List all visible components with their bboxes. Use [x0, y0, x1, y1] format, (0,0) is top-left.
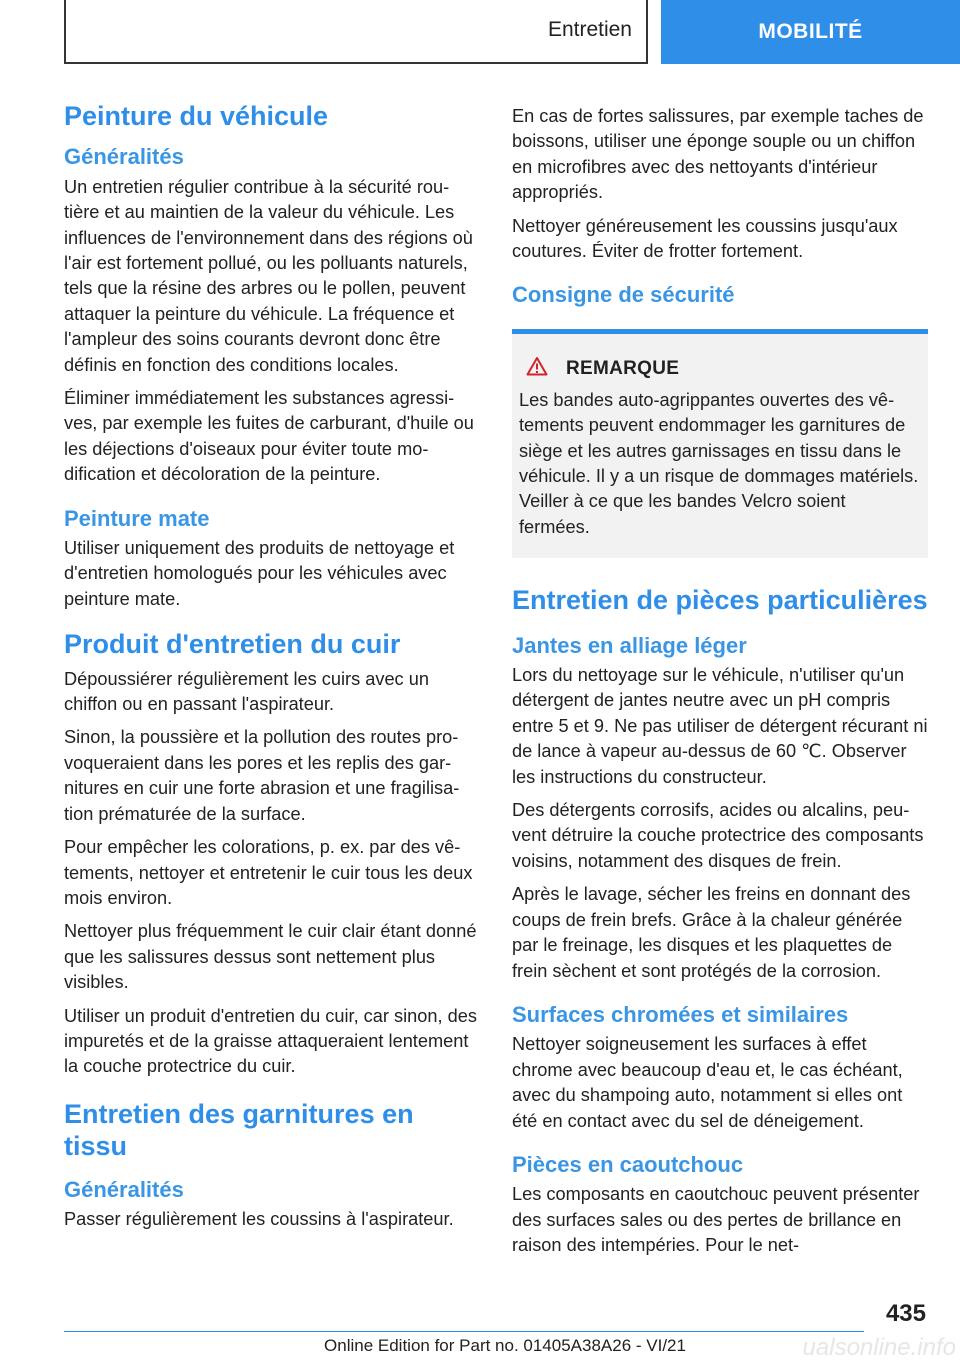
- notice-text: Les bandes auto-agrippantes ouvertes des vêtements peuvent endommager les garnitures de siège et les autres garnissages en tissu dans le véhicule. Il y a un risque de dommages matériels. Veiller à ce que les bandes Velcro soient fermées.: [519, 389, 919, 537]
- paragraph: Les composants en caoutchouc peuvent présenter des surfaces sales ou des pertes de brillance en raison des intempéries. Pour le net-: [512, 1184, 920, 1256]
- paragraph: Nettoyer généreusement les coussins jusqu'aux coutures. Éviter de frotter fortement.: [512, 215, 898, 262]
- subheading-generalites: Généralités: [64, 144, 184, 170]
- subheading-peinture-mate: Peinture mate: [64, 505, 210, 531]
- page-header: [0, 0, 960, 66]
- heading-peinture-vehicule: Peinture du véhicule: [64, 101, 329, 131]
- paragraph: Nettoyer plus fréquemment le cuir clair étant donné que les salissures dessus sont nettement plus visibles.: [64, 921, 477, 993]
- right-column: [512, 104, 928, 1267]
- paragraph: Pour empêcher les colorations, p. ex. par des vêtements, nettoyer et entretenir le cuir tous les deux mois environ.: [64, 837, 473, 908]
- safety-notice: [512, 329, 928, 558]
- chapter-tab: [661, 0, 960, 64]
- section-title: Entretien: [547, 18, 632, 41]
- paragraph: Lors du nettoyage sur le véhicule, n'utiliser qu'un détergent de jantes neutre avec un pH compris entre 5 et 9. Ne pas utiliser de détergent récurant ni de lance à vapeur au-dessus de 60 ℃. Observer les instructions du constructeur.: [512, 665, 928, 787]
- paragraph: Un entretien régulier contribue à la sécurité routière et au maintien de la valeur du véhicule. Les influences de l'environnement dans des régions où l'air est fortement pollué, ou les polluants naturels, tels que la résine des arbres ou le pollen, peuvent attaquer la peinture du véhicule. La fréquence et l'ampleur des soins courants devront donc être définis en fonction des conditions locales.: [64, 176, 473, 375]
- notice-header: [526, 356, 920, 382]
- footer-divider: [64, 1331, 864, 1332]
- paragraph: Après le lavage, sécher les freins en donnant des coups de frein brefs. Grâce à la chaleur générée par le freinage, les disques et les plaquettes de frein sèchent et sont protégés de la corrosion.: [512, 884, 911, 981]
- paragraph: Nettoyer soigneusement les surfaces à effet chrome avec beaucoup d'eau et, le cas échéant, avec du shampoing auto, notamment si elles ont été en contact avec du sel de déneigement.: [512, 1034, 903, 1131]
- warning-triangle-icon: [526, 356, 566, 382]
- subheading-generalites-2: Généralités: [64, 1176, 184, 1202]
- subheading-jantes: Jantes en alliage léger: [512, 632, 747, 658]
- heading-garnitures-tissu: Entretien des garnitures en tissu: [64, 1098, 414, 1162]
- notice-title: REMARQUE: [566, 357, 680, 379]
- paragraph: Sinon, la poussière et la pollution des routes provoqueraient dans les pores et les replis des garnitures en cuir une forte abrasion et une fragilisation prématurée de la surface.: [64, 727, 460, 824]
- heading-pieces-particulieres: Entretien de pièces particulières: [512, 585, 928, 616]
- heading-produit-cuir: Produit d'entretien du cuir: [64, 629, 401, 660]
- paragraph: Dépoussiérer régulièrement les cuirs avec un chiffon ou en passant l'aspirateur.: [64, 668, 429, 715]
- edition-info: Online Edition for Part no. 01405A38A26 - VI/21: [324, 1336, 686, 1355]
- paragraph: Des détergents corrosifs, acides ou alcalins, peuvent détruire la couche protectrice des composants voisins, notamment des disques de frein.: [512, 800, 924, 871]
- paragraph: Éliminer immédiatement les substances agressives, par exemple les fuites de carburant, d'huile ou les déjections d'oiseaux pour éviter toute modification et décoloration de la peinture.: [64, 388, 474, 485]
- section-tab: [64, 0, 648, 64]
- subheading-consigne-securite: Consigne de sécurité: [512, 282, 735, 308]
- paragraph: Utiliser un produit d'entretien du cuir, car sinon, des impuretés et de la graisse attaqueraient lentement la couche protectrice du cuir.: [64, 1005, 477, 1077]
- subheading-surfaces-chromees: Surfaces chromées et similaires: [512, 1001, 849, 1027]
- chapter-title: MOBILITÉ: [758, 20, 863, 43]
- page-number: 435: [885, 1300, 926, 1327]
- subheading-pieces-caoutchouc: Pièces en caoutchouc: [512, 1151, 744, 1177]
- left-column: [64, 100, 478, 1240]
- watermark: ualsonline.info: [802, 1334, 956, 1361]
- paragraph: En cas de fortes salissures, par exemple taches de boissons, utiliser une éponge souple ou un chiffon en microfibres avec des nettoyants d'intérieur appropriés.: [512, 106, 924, 203]
- paragraph: Passer régulièrement les coussins à l'aspirateur.: [64, 1208, 454, 1229]
- paragraph: Utiliser uniquement des produits de nettoyage et d'entretien homologués pour les véhicules avec peinture mate.: [64, 538, 455, 609]
